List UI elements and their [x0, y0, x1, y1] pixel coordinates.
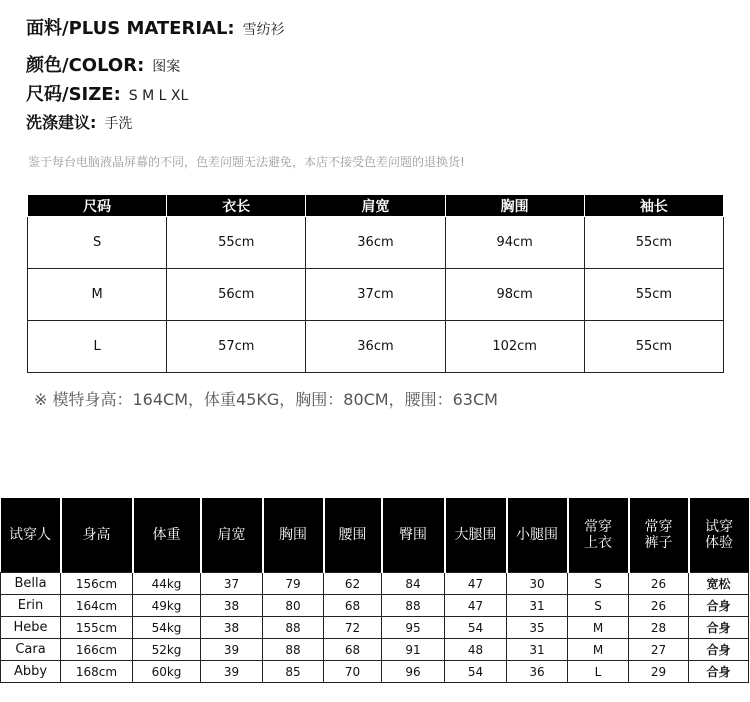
size-label-cell: L — [28, 321, 167, 373]
try-on-value-cell: 96 — [382, 661, 445, 683]
tester-name-cell: Cara — [1, 639, 61, 661]
tester-name-cell: Erin — [1, 595, 61, 617]
size-value-cell: 98cm — [445, 269, 584, 321]
try-on-header-cell: 常穿 裤子 — [629, 498, 689, 573]
try-on-table — [0, 498, 749, 683]
tester-name-cell: Hebe — [1, 617, 61, 639]
try-on-header-cell: 身高 — [61, 498, 133, 573]
try-on-value-cell: 72 — [324, 617, 382, 639]
spec-material-key: 面料/PLUS MATERIAL: — [26, 18, 235, 39]
try-on-header-cell: 小腿围 — [507, 498, 568, 573]
size-chart-table — [27, 194, 724, 373]
color-difference-notice: 鉴于每台电脑液晶屏幕的不同，色差问题无法避免，本店不接受色差问题的退换货! — [28, 155, 465, 169]
spec-wash — [26, 110, 132, 133]
size-value-cell: 36cm — [306, 217, 445, 269]
try-on-value-cell: L — [568, 661, 629, 683]
try-on-header-cell: 胸围 — [263, 498, 324, 573]
try-on-value-cell: 合身 — [689, 595, 749, 617]
try-on-value-cell: 27 — [629, 639, 689, 661]
spec-material — [26, 14, 285, 40]
try-on-header-cell: 腰围 — [324, 498, 382, 573]
size-value-cell: 55cm — [167, 217, 306, 269]
try-on-value-cell: 54kg — [133, 617, 201, 639]
try-on-value-cell: 39 — [201, 661, 263, 683]
spec-size-key: 尺码/SIZE: — [26, 84, 121, 105]
try-on-value-cell: 54 — [445, 661, 507, 683]
size-value-cell: 55cm — [584, 269, 723, 321]
tester-name-cell: Abby — [1, 661, 61, 683]
try-on-value-cell: 44kg — [133, 573, 201, 595]
try-on-value-cell: 48 — [445, 639, 507, 661]
try-on-value-cell: 28 — [629, 617, 689, 639]
try-on-value-cell: 49kg — [133, 595, 201, 617]
try-on-value-cell: 168cm — [61, 661, 133, 683]
try-on-value-cell: 164cm — [61, 595, 133, 617]
size-chart-row — [28, 269, 724, 321]
try-on-value-cell: S — [568, 595, 629, 617]
try-on-value-cell: 80 — [263, 595, 324, 617]
size-header-cell: 尺码 — [28, 195, 167, 217]
size-chart-row — [28, 321, 724, 373]
try-on-value-cell: 宽松 — [689, 573, 749, 595]
try-on-row — [1, 639, 749, 661]
try-on-header-cell: 大腿围 — [445, 498, 507, 573]
tester-name-cell: Bella — [1, 573, 61, 595]
try-on-value-cell: 26 — [629, 595, 689, 617]
try-on-value-cell: 52kg — [133, 639, 201, 661]
try-on-value-cell: 39 — [201, 639, 263, 661]
spec-size — [26, 80, 188, 106]
try-on-row — [1, 595, 749, 617]
try-on-value-cell: 54 — [445, 617, 507, 639]
try-on-value-cell: 38 — [201, 595, 263, 617]
size-value-cell: 55cm — [584, 217, 723, 269]
try-on-value-cell: 60kg — [133, 661, 201, 683]
try-on-row — [1, 617, 749, 639]
try-on-value-cell: 68 — [324, 595, 382, 617]
size-value-cell: 94cm — [445, 217, 584, 269]
try-on-header-cell: 臀围 — [382, 498, 445, 573]
try-on-value-cell: 85 — [263, 661, 324, 683]
try-on-value-cell: M — [568, 617, 629, 639]
try-on-header-row — [1, 498, 749, 573]
size-header-cell: 衣长 — [167, 195, 306, 217]
size-chart-header-row — [28, 195, 724, 217]
try-on-header-cell: 肩宽 — [201, 498, 263, 573]
try-on-value-cell: 31 — [507, 595, 568, 617]
spec-material-value: 雪纺衫 — [242, 22, 285, 38]
try-on-value-cell: 62 — [324, 573, 382, 595]
try-on-value-cell: 47 — [445, 595, 507, 617]
size-value-cell: 37cm — [306, 269, 445, 321]
try-on-value-cell: 合身 — [689, 639, 749, 661]
try-on-value-cell: 155cm — [61, 617, 133, 639]
try-on-value-cell: 35 — [507, 617, 568, 639]
try-on-value-cell: 95 — [382, 617, 445, 639]
spec-color-key: 颜色/COLOR: — [26, 55, 145, 76]
spec-size-value: S M L XL — [128, 88, 189, 104]
size-value-cell: 102cm — [445, 321, 584, 373]
try-on-header-cell: 常穿 上衣 — [568, 498, 629, 573]
try-on-value-cell: 合身 — [689, 661, 749, 683]
try-on-header-cell: 试穿 体验 — [689, 498, 749, 573]
size-header-cell: 袖长 — [584, 195, 723, 217]
spec-wash-value: 手洗 — [104, 116, 133, 132]
try-on-row — [1, 573, 749, 595]
size-label-cell: S — [28, 217, 167, 269]
try-on-value-cell: 47 — [445, 573, 507, 595]
try-on-value-cell: 88 — [263, 639, 324, 661]
try-on-header-cell: 体重 — [133, 498, 201, 573]
size-value-cell: 36cm — [306, 321, 445, 373]
try-on-header-cell: 试穿人 — [1, 498, 61, 573]
try-on-value-cell: 91 — [382, 639, 445, 661]
spec-color — [26, 51, 180, 77]
try-on-value-cell: 29 — [629, 661, 689, 683]
size-header-cell: 胸围 — [445, 195, 584, 217]
try-on-value-cell: 68 — [324, 639, 382, 661]
size-value-cell: 55cm — [584, 321, 723, 373]
try-on-value-cell: 37 — [201, 573, 263, 595]
try-on-value-cell: 156cm — [61, 573, 133, 595]
try-on-row — [1, 661, 749, 683]
try-on-value-cell: 26 — [629, 573, 689, 595]
size-chart-row — [28, 217, 724, 269]
try-on-value-cell: M — [568, 639, 629, 661]
model-measurements-note: ※ 模特身高：164CM，体重45KG，胸围：80CM，腰围：63CM — [34, 390, 498, 409]
try-on-value-cell: 30 — [507, 573, 568, 595]
try-on-value-cell: S — [568, 573, 629, 595]
size-value-cell: 56cm — [167, 269, 306, 321]
try-on-value-cell: 88 — [263, 617, 324, 639]
spec-color-value: 图案 — [152, 59, 181, 75]
try-on-value-cell: 166cm — [61, 639, 133, 661]
try-on-value-cell: 79 — [263, 573, 324, 595]
size-value-cell: 57cm — [167, 321, 306, 373]
try-on-value-cell: 合身 — [689, 617, 749, 639]
try-on-value-cell: 84 — [382, 573, 445, 595]
try-on-value-cell: 31 — [507, 639, 568, 661]
size-label-cell: M — [28, 269, 167, 321]
try-on-value-cell: 88 — [382, 595, 445, 617]
spec-wash-key: 洗涤建议: — [26, 113, 97, 132]
try-on-value-cell: 36 — [507, 661, 568, 683]
try-on-value-cell: 70 — [324, 661, 382, 683]
size-header-cell: 肩宽 — [306, 195, 445, 217]
try-on-value-cell: 38 — [201, 617, 263, 639]
